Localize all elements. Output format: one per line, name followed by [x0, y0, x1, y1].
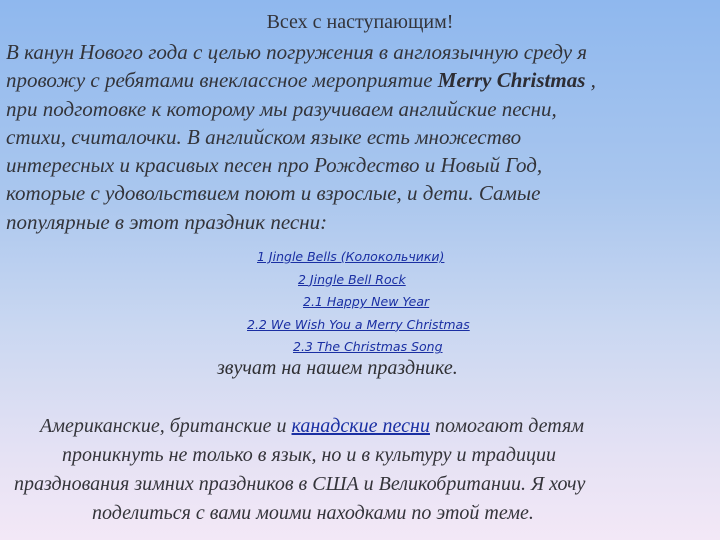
- song-link-happy-new-year[interactable]: 2.1 Happy New Year: [303, 294, 430, 310]
- canadian-songs-link[interactable]: канадские песни: [291, 415, 430, 437]
- closing-line-4: поделиться с вами моими находками по этой теме.: [92, 502, 534, 524]
- closing-line-3: празднования зимних праздников в США и Великобритании. Я хочу: [14, 473, 586, 495]
- closing-line-1-start: Американские, британские и: [40, 415, 292, 437]
- song-link-we-wish-you[interactable]: 2.2 We Wish You a Merry Christmas: [247, 316, 470, 332]
- song-link-jingle-bell-rock[interactable]: 2 Jingle Bell Rock: [298, 271, 406, 287]
- closing-line-1: [40, 413, 584, 439]
- event-name: Merry Christmas: [437, 68, 586, 93]
- closing-line-1-end: помогают детям: [429, 415, 585, 437]
- intro-text-start: В канун Нового года с целью погружения в англоязычную среду я провожу с ребятами внеклассное мероприятие: [6, 40, 588, 93]
- song-link-christmas-song[interactable]: 2.3 The Christmas Song: [293, 339, 443, 355]
- intro-text-end: , при подготовке к которому мы разучиваем английские песни, стихи, считалочки. В английском языке есть множество интересных и красивых песен про Рождество и Новый Год, которые с удовольствием поют и взрослые, и дети. Самые популярные в этот праздник песни:: [6, 68, 596, 234]
- greeting-heading: Всех с наступающим!: [266, 11, 454, 33]
- song-link-jingle-bells[interactable]: 1 Jingle Bells (Колокольчики): [257, 249, 445, 264]
- closing-line-2: проникнуть не только в язык, но и в культуру и традиции: [62, 444, 557, 466]
- after-list-text: звучат на нашем празднике.: [217, 357, 458, 379]
- intro-paragraph: [6, 38, 711, 236]
